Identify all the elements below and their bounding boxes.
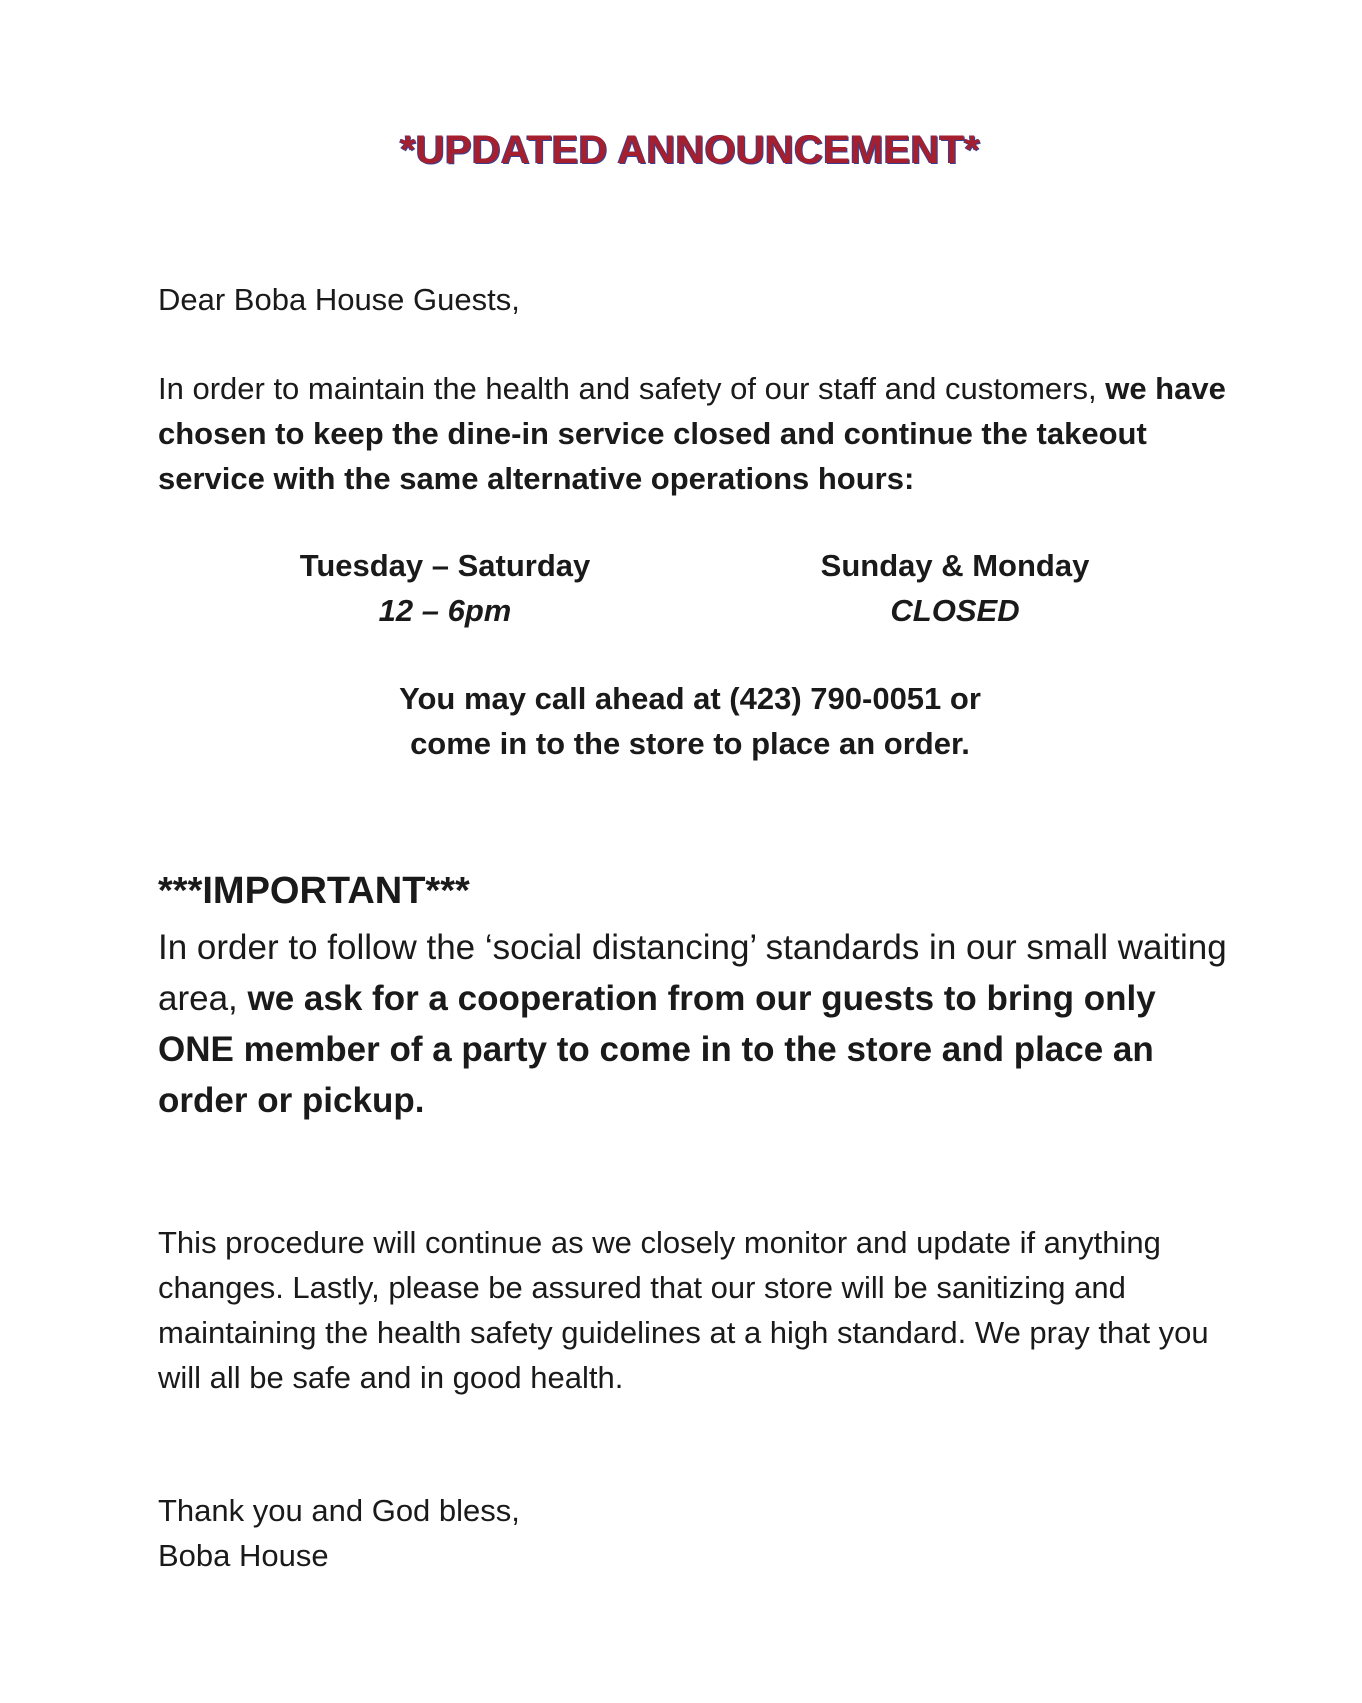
intro-paragraph <box>158 366 1238 501</box>
hours-days: Sunday & Monday <box>820 548 1090 583</box>
hours-days: Tuesday – Saturday <box>299 548 591 583</box>
announcement-title: *UPDATED ANNOUNCEMENT* <box>400 128 980 172</box>
hours-sunday-monday <box>770 543 1140 633</box>
important-heading: ***IMPORTANT*** <box>158 870 470 912</box>
signoff-line-1: Thank you and God bless, <box>158 1493 520 1528</box>
important-bold-text: we ask for a cooperation from our guests to bring only ONE member of a party to come in to the store and place an order or pickup. <box>158 979 1156 1120</box>
call-ahead-notice <box>0 676 1362 766</box>
important-plain-text: In order to follow the ‘social distancing’ standards in our small waiting area, <box>158 928 1227 1018</box>
hours-tuesday-saturday <box>260 543 630 633</box>
greeting: Dear Boba House Guests, <box>158 282 520 317</box>
hours-time: CLOSED <box>890 593 1020 628</box>
important-paragraph <box>158 922 1238 1126</box>
procedure-paragraph: This procedure will continue as we closely monitor and update if anything changes. Lastly, please be assured that our store will be sanitizing and maintaining the health safety guidelines at a high standard. We pray that you will all be safe and in good health. <box>158 1225 1209 1395</box>
intro-bold-text: we have chosen to keep the dine-in service closed and continue the takeout service with the same alternative operations hours: <box>158 371 1226 496</box>
call-line-2: come in to the store to place an order. <box>410 726 970 761</box>
signoff <box>158 1488 1238 1578</box>
call-line-1: You may call ahead at (423) 790-0051 or <box>399 681 981 716</box>
hours-time: 12 – 6pm <box>378 593 512 628</box>
signoff-line-2: Boba House <box>158 1538 329 1573</box>
intro-plain-text: In order to maintain the health and safety of our staff and customers, <box>158 371 1097 406</box>
